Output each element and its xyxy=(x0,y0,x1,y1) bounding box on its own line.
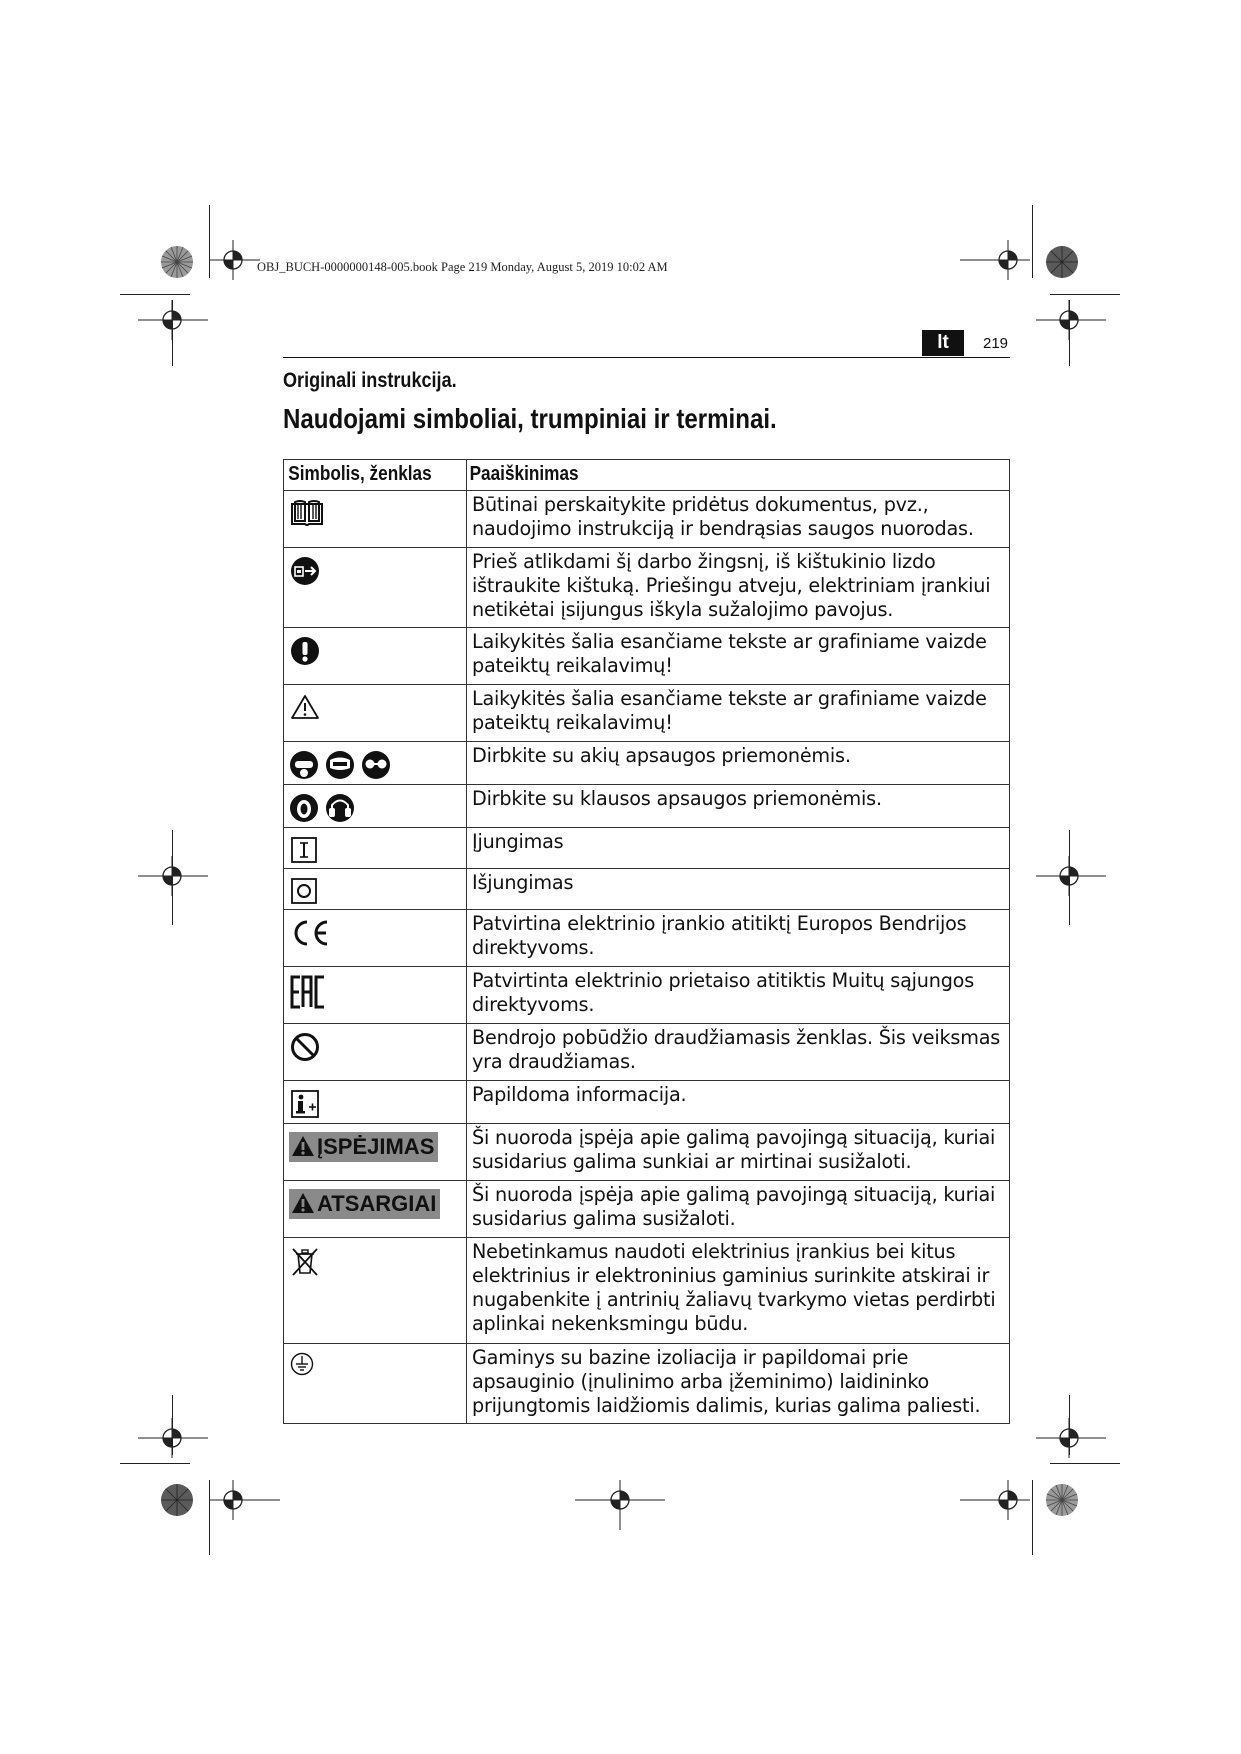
table-row xyxy=(284,742,1010,785)
table-row xyxy=(284,1081,1010,1124)
explanation-text: Patvirtina elektrinio įrankio atitiktį Europos Bendrijos direktyvoms. xyxy=(467,910,1010,967)
explanation-text: Dirbkite su akių apsaugos priemonėmis. xyxy=(467,742,1010,785)
table-row xyxy=(284,628,1010,685)
table-row xyxy=(284,828,1010,869)
explanation-text: Būtinai perskaitykite pridėtus dokumentus, pvz., naudojimo instrukciją ir bendrąsias saugos nuorodas. xyxy=(467,491,1010,548)
warning-triangle-icon xyxy=(290,693,320,721)
registration-target-icon xyxy=(210,1480,280,1520)
prohibition-icon xyxy=(290,1032,320,1062)
table-header-row xyxy=(284,460,1010,491)
power-on-icon xyxy=(290,836,318,864)
crossed-bin-icon xyxy=(290,1246,320,1278)
table-row xyxy=(284,1024,1010,1081)
original-instructions-title: Originali instrukcija. xyxy=(283,369,457,392)
eac-mark-icon xyxy=(290,975,330,1009)
language-badge: lt xyxy=(922,330,964,356)
table-row xyxy=(284,1344,1010,1424)
protective-earth-icon xyxy=(290,1352,314,1376)
registration-target-icon xyxy=(1036,856,1106,896)
unplug-icon xyxy=(290,556,320,586)
registration-target-icon xyxy=(138,300,208,340)
table-row xyxy=(284,685,1010,742)
mandatory-exclamation-icon xyxy=(290,636,320,666)
explanation-text: Patvirtinta elektrinio prietaiso atitiktis Muitų sąjungos direktyvoms. xyxy=(467,967,1010,1024)
table-row xyxy=(284,1238,1010,1344)
ear-protection-icons xyxy=(290,793,356,823)
table-row xyxy=(284,967,1010,1024)
eye-protection-icons xyxy=(290,750,390,780)
color-wheel-icon xyxy=(160,1483,194,1517)
explanation-text: Ši nuoroda įspėja apie galimą pavojingą situaciją, kuriai susidarius galima sunkiai ar mirtinai susižaloti. xyxy=(467,1124,1010,1181)
registration-target-icon xyxy=(1036,1418,1106,1458)
explanation-text: Gaminys su bazine izoliacija ir papildomai prie apsauginio (įnulinimo arba įžeminimo) laidininko prijungtomis laidžiomis dalimis, kurias galima paliesti. xyxy=(467,1344,1010,1424)
explanation-text: Prieš atlikdami šį darbo žingsnį, iš kištukinio lizdo ištraukite kištuką. Priešingu atveju, elektriniam įrankiui netikėtai įsijungus iškyla sužalojimo pavojus. xyxy=(467,548,1010,628)
table-row xyxy=(284,1181,1010,1238)
explanation-text: Nebetinkamus naudoti elektrinius įrankius bei kitus elektrinius ir elektroninius gaminius surinkite atskirai ir nugabenkite į antrinių žaliavų tvarkymo vietas perdirbti aplinkai nekenksmingu būdu. xyxy=(467,1238,1010,1344)
warning-triangle-icon xyxy=(291,1192,315,1214)
explanation-text: Papildoma informacija. xyxy=(467,1081,1010,1124)
warning-triangle-icon xyxy=(291,1135,315,1157)
color-wheel-icon xyxy=(160,245,194,279)
explanation-text: Dirbkite su klausos apsaugos priemonėmis. xyxy=(467,785,1010,828)
color-wheel-icon xyxy=(1045,245,1079,279)
page-title: Naudojami simboliai, trumpiniai ir terminai. xyxy=(283,403,777,434)
column-header-symbol: Simbolis, ženklas xyxy=(284,460,467,491)
info-icon xyxy=(290,1089,320,1119)
table-row xyxy=(284,491,1010,548)
column-header-explanation: Paaiškinimas xyxy=(467,460,1010,491)
table-row xyxy=(284,548,1010,628)
explanation-text: Bendrojo pobūdžio draudžiamasis ženklas. Šis veiksmas yra draudžiamas. xyxy=(467,1024,1010,1081)
registration-target-icon xyxy=(960,240,1030,280)
header-rule xyxy=(283,357,1010,358)
registration-target-icon xyxy=(960,1480,1030,1520)
registration-target-icon xyxy=(138,1418,208,1458)
book-icon xyxy=(290,499,324,527)
ce-mark-icon xyxy=(290,918,330,948)
caution-label: ATSARGIAI xyxy=(289,1189,440,1219)
explanation-text: Ši nuoroda įspėja apie galimą pavojingą situaciją, kuriai susidarius galima susižaloti. xyxy=(467,1181,1010,1238)
explanation-text: Įjungimas xyxy=(467,828,1010,869)
registration-target-icon xyxy=(575,1480,665,1530)
symbols-table xyxy=(283,459,1010,1424)
registration-target-icon xyxy=(210,240,260,280)
table-row xyxy=(284,910,1010,967)
page-number: 219 xyxy=(983,335,1009,352)
table-row xyxy=(284,1124,1010,1181)
explanation-text: Išjungimas xyxy=(467,869,1010,910)
power-off-icon xyxy=(290,877,318,905)
book-info-header: OBJ_BUCH-0000000148-005.book Page 219 Monday, August 5, 2019 10:02 AM xyxy=(257,260,668,274)
color-wheel-icon xyxy=(1045,1483,1079,1517)
explanation-text: Laikykitės šalia esančiame tekste ar grafiniame vaizde pateiktų reikalavimų! xyxy=(467,628,1010,685)
registration-target-icon xyxy=(1036,300,1106,340)
explanation-text: Laikykitės šalia esančiame tekste ar grafiniame vaizde pateiktų reikalavimų! xyxy=(467,685,1010,742)
table-row xyxy=(284,869,1010,910)
registration-target-icon xyxy=(138,856,208,896)
warning-label: ĮSPĖJIMAS xyxy=(289,1132,438,1162)
table-row xyxy=(284,785,1010,828)
